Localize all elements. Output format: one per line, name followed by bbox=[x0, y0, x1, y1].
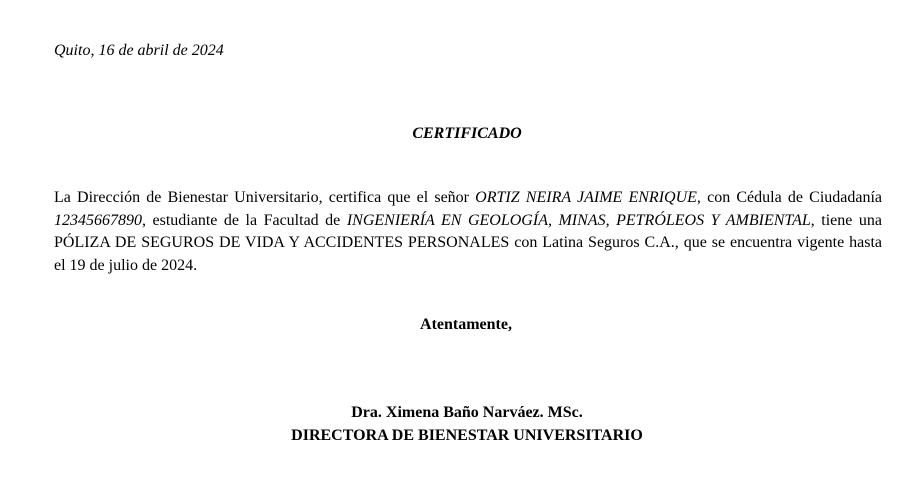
certificate-body bbox=[54, 187, 882, 278]
signatory-title: DIRECTORA DE BIENESTAR UNIVERSITARIO bbox=[291, 427, 643, 444]
date-line: Quito, 16 de abril de 2024 bbox=[54, 42, 224, 59]
body-text-part-1: La Dirección de Bienestar Universitario, certifica que el señor bbox=[54, 189, 476, 206]
signatory-name: Dra. Ximena Baño Narváez. MSc. bbox=[351, 404, 583, 421]
student-name: ORTIZ NEIRA JAIME ENRIQUE bbox=[475, 189, 697, 206]
body-text-part-3: , estudiante de la Facultad de bbox=[142, 211, 347, 229]
faculty-name: INGENIERÍA EN GEOLOGÍA, MINAS, PETRÓLEOS Y AMBIENTAL bbox=[346, 211, 811, 229]
document-title: CERTIFICADO bbox=[412, 125, 522, 142]
body-text-part-4: , tiene una PÓLIZA DE SEGUROS DE VIDA Y ACCIDENTES PERSONALES con Latina Seguros C.A., que se encuentra vigente hasta el 19 de julio de 2024. bbox=[54, 211, 883, 275]
id-number: 12345667890 bbox=[54, 211, 142, 229]
body-text-part-2: , con Cédula de Ciudadanía bbox=[696, 189, 883, 206]
closing-salutation: Atentamente, bbox=[420, 316, 512, 333]
